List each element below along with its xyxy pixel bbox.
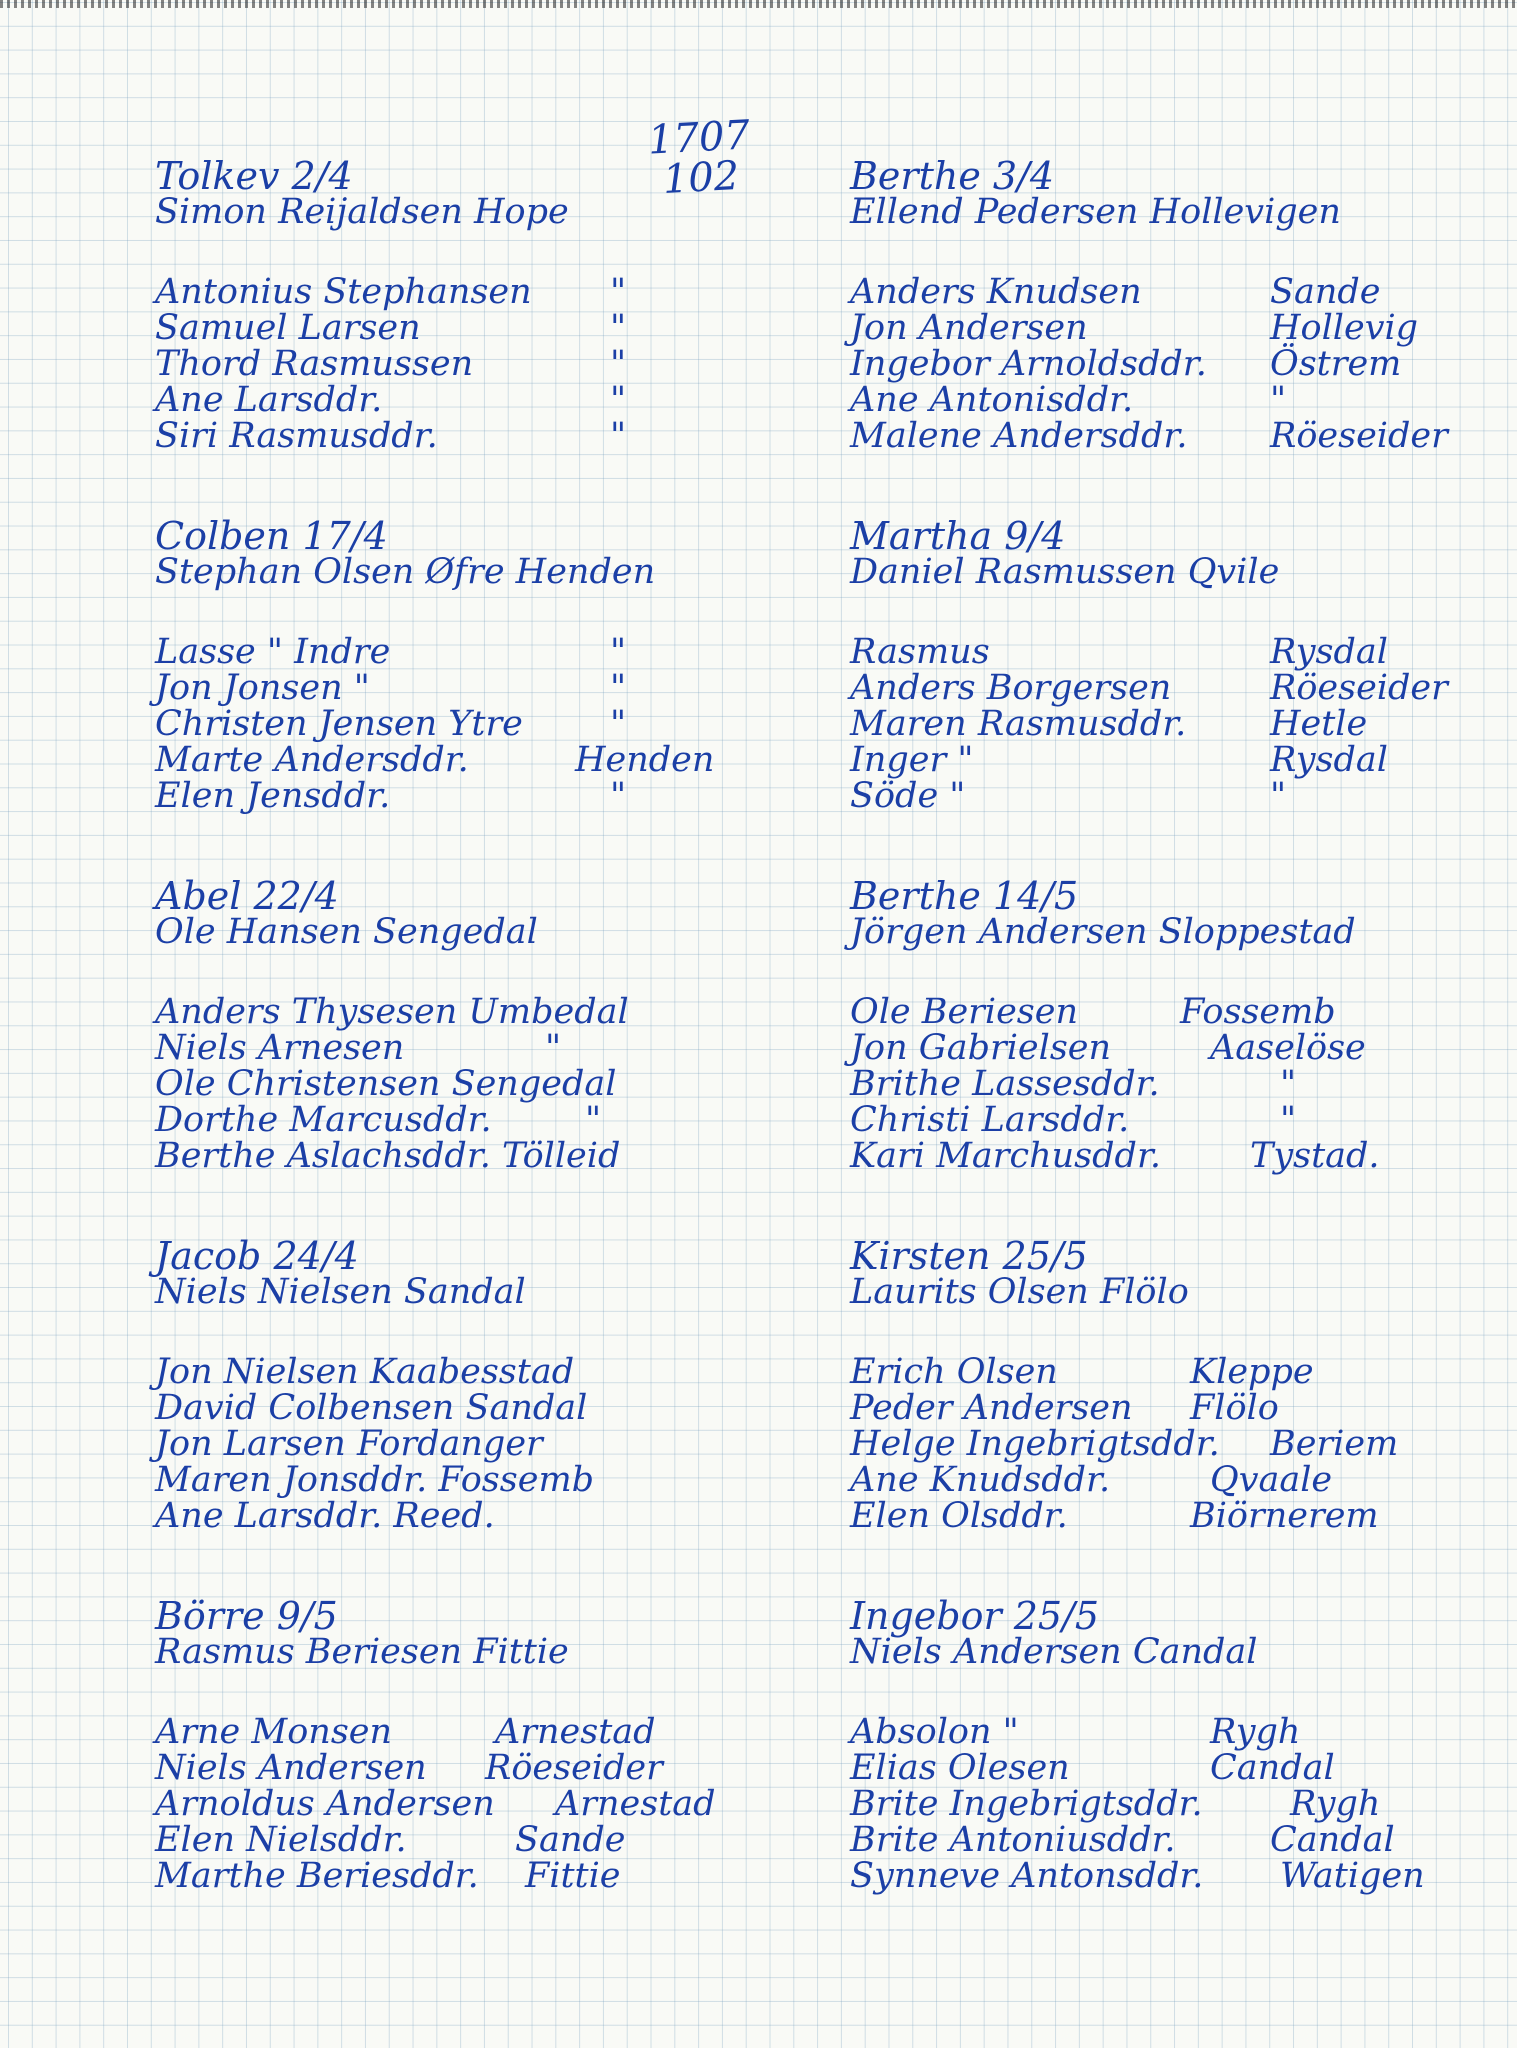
witness-name: Siri Rasmusddr. xyxy=(155,416,438,456)
witness-line xyxy=(850,346,1490,382)
witness-place: Beriem xyxy=(1270,1424,1399,1464)
witness-name: Peder Andersen xyxy=(850,1388,1133,1428)
witness-place: " xyxy=(610,344,627,384)
witness-line xyxy=(155,706,795,742)
witness-line xyxy=(850,1390,1490,1426)
baptism-entry-right-4 xyxy=(850,1234,1490,1536)
witness-line xyxy=(155,634,795,670)
baptism-entry-left-5 xyxy=(155,1594,795,1896)
witness-line xyxy=(850,1714,1490,1750)
witness-name: Dorthe Marcusddr. xyxy=(155,1100,492,1140)
witness-line xyxy=(850,1786,1490,1822)
child-name: Colben 17/4 xyxy=(155,514,388,558)
witness-line xyxy=(155,382,795,418)
witness-name: Ane Knudsddr. xyxy=(850,1460,1111,1500)
witness-line xyxy=(155,742,795,778)
witness-line xyxy=(155,310,795,346)
witness-place: " xyxy=(585,1100,602,1140)
witness-name: Ingebor Arnoldsddr. xyxy=(850,344,1207,384)
father-name: Rasmus Beriesen Fittie xyxy=(155,1632,569,1672)
witness-name: Berthe Aslachsddr. Tölleid xyxy=(155,1136,621,1176)
witness-place: " xyxy=(610,668,627,708)
witness-line xyxy=(155,1102,795,1138)
child-name: Abel 22/4 xyxy=(155,874,339,918)
witness-line xyxy=(155,1354,795,1390)
witness-line xyxy=(850,418,1490,454)
witness-name: Marte Andersddr. xyxy=(155,740,469,780)
father-name: Simon Reijaldsen Hope xyxy=(155,192,569,232)
witness-name: Christi Larsddr. xyxy=(850,1100,1130,1140)
witness-place: " xyxy=(610,380,627,420)
witness-place: Sande xyxy=(1270,272,1381,312)
baptism-entry-left-3 xyxy=(155,874,795,1176)
witness-name: Erich Olsen xyxy=(850,1352,1058,1392)
witness-line xyxy=(155,1066,795,1102)
father-name: Ole Hansen Sengedal xyxy=(155,912,538,952)
witness-line xyxy=(850,634,1490,670)
witness-name: Jon Andersen xyxy=(850,308,1088,348)
witness-line xyxy=(850,1750,1490,1786)
witness-place: " xyxy=(610,308,627,348)
witness-place: Candal xyxy=(1210,1748,1335,1788)
witness-name: Absolon " xyxy=(850,1712,1019,1752)
witness-line xyxy=(850,742,1490,778)
child-name: Ingebor 25/5 xyxy=(850,1594,1100,1638)
witness-name: Anders Borgersen xyxy=(850,668,1172,708)
witness-place: Qvaale xyxy=(1210,1460,1333,1500)
witness-name: Jon Nielsen Kaabesstad xyxy=(155,1352,575,1392)
witness-line xyxy=(155,994,795,1030)
witness-place: " xyxy=(545,1028,562,1068)
witness-place: Hollevig xyxy=(1270,308,1419,348)
witness-line xyxy=(155,1750,795,1786)
witness-name: Christen Jensen Ytre xyxy=(155,704,523,744)
witness-name: Synneve Antonsddr. xyxy=(850,1856,1204,1896)
witness-name: Rasmus xyxy=(850,632,990,672)
child-name: Börre 9/5 xyxy=(155,1594,338,1638)
witness-name: Samuel Larsen xyxy=(155,308,421,348)
witness-place: Hetle xyxy=(1270,704,1368,744)
witness-name: David Colbensen Sandal xyxy=(155,1388,588,1428)
witness-name: Antonius Stephansen xyxy=(155,272,532,312)
witness-name: Helge Ingebrigtsddr. xyxy=(850,1424,1220,1464)
witness-line xyxy=(850,1858,1490,1894)
witness-line xyxy=(155,1858,795,1894)
witness-line xyxy=(155,1714,795,1750)
witness-name: Elen Olsddr. xyxy=(850,1496,1068,1536)
witness-name: Anders Thysesen Umbedal xyxy=(155,992,629,1032)
witness-place: Rygh xyxy=(1210,1712,1301,1752)
baptism-entry-left-4 xyxy=(155,1234,795,1536)
witness-place: Rygh xyxy=(1290,1784,1381,1824)
witness-name: Jon Jonsen " xyxy=(155,668,370,708)
baptism-entry-right-3 xyxy=(850,874,1490,1176)
witness-place: Candal xyxy=(1270,1820,1395,1860)
child-name: Berthe 3/4 xyxy=(850,154,1055,198)
witness-name: Elen Nielsddr. xyxy=(155,1820,407,1860)
witness-name: Anders Knudsen xyxy=(850,272,1142,312)
baptism-entry-right-5 xyxy=(850,1594,1490,1896)
witness-line xyxy=(155,274,795,310)
witness-place: Henden xyxy=(575,740,715,780)
witness-name: Marthe Beriesddr. xyxy=(155,1856,479,1896)
witness-name: Söde " xyxy=(850,776,966,816)
father-name: Laurits Olsen Flölo xyxy=(850,1272,1189,1312)
baptism-entry-right-2 xyxy=(850,514,1490,816)
witness-name: Elen Jensddr. xyxy=(155,776,391,816)
witness-name: Thord Rasmussen xyxy=(155,344,474,384)
witness-line xyxy=(850,994,1490,1030)
witness-place: " xyxy=(1270,380,1287,420)
witness-line xyxy=(850,1102,1490,1138)
witness-line xyxy=(155,1426,795,1462)
witness-place: " xyxy=(610,272,627,312)
witness-name: Ole Christensen Sengedal xyxy=(155,1064,617,1104)
witness-place: Fossemb xyxy=(1180,992,1336,1032)
witness-place: " xyxy=(610,632,627,672)
witness-line xyxy=(155,1462,795,1498)
witness-name: Arne Monsen xyxy=(155,1712,393,1752)
witness-place: Fittie xyxy=(525,1856,621,1896)
child-name: Martha 9/4 xyxy=(850,514,1066,558)
father-name: Niels Nielsen Sandal xyxy=(155,1272,526,1312)
child-name: Berthe 14/5 xyxy=(850,874,1079,918)
witness-line xyxy=(850,382,1490,418)
witness-line xyxy=(155,346,795,382)
witness-line xyxy=(850,778,1490,814)
witness-name: Elias Olesen xyxy=(850,1748,1070,1788)
witness-line xyxy=(850,1462,1490,1498)
witness-name: Niels Arnesen xyxy=(155,1028,405,1068)
witness-name: Jon Gabrielsen xyxy=(850,1028,1112,1068)
witness-name: Maren Rasmusddr. xyxy=(850,704,1187,744)
witness-name: Maren Jonsddr. Fossemb xyxy=(155,1460,595,1500)
page-ref-year: 1707 xyxy=(646,112,751,164)
witness-line xyxy=(850,1030,1490,1066)
witness-place: Watigen xyxy=(1280,1856,1425,1896)
witness-line xyxy=(155,778,795,814)
witness-line xyxy=(155,1390,795,1426)
baptism-entry-left-1 xyxy=(155,154,795,456)
father-name: Niels Andersen Candal xyxy=(850,1632,1258,1672)
witness-name: Brite Antoniusddr. xyxy=(850,1820,1176,1860)
witness-place: " xyxy=(610,776,627,816)
witness-place: Biörnerem xyxy=(1190,1496,1379,1536)
witness-place: Arnestad xyxy=(555,1784,716,1824)
witness-line xyxy=(155,1786,795,1822)
witness-place: Röeseider xyxy=(485,1748,663,1788)
witness-name: Kari Marchusddr. xyxy=(850,1136,1161,1176)
page-ref-number: 102 xyxy=(661,153,741,203)
father-name: Stephan Olsen Øfre Henden xyxy=(155,552,656,592)
child-name: Kirsten 25/5 xyxy=(850,1234,1088,1278)
witness-place: Flölo xyxy=(1190,1388,1279,1428)
witness-name: Jon Larsen Fordanger xyxy=(155,1424,543,1464)
witness-line xyxy=(155,1822,795,1858)
witness-name: Ane Antonisddr. xyxy=(850,380,1134,420)
witness-place: " xyxy=(1270,776,1287,816)
witness-place: Östrem xyxy=(1270,344,1402,384)
witness-name: Ane Larsddr. Reed. xyxy=(155,1496,495,1536)
witness-line xyxy=(850,670,1490,706)
witness-line xyxy=(850,1066,1490,1102)
page-top-edge xyxy=(0,0,1517,8)
child-name: Tolkev 2/4 xyxy=(155,154,353,198)
witness-place: Arnestad xyxy=(495,1712,656,1752)
witness-place: Röeseider xyxy=(1270,416,1448,456)
witness-name: Lasse " Indre xyxy=(155,632,391,672)
witness-line xyxy=(850,1498,1490,1534)
baptism-entry-left-2 xyxy=(155,514,795,816)
witness-place: Tystad. xyxy=(1250,1136,1380,1176)
witness-line xyxy=(850,1426,1490,1462)
witness-place: " xyxy=(610,704,627,744)
father-name: Daniel Rasmussen Qvile xyxy=(850,552,1280,592)
witness-name: Brithe Lassesddr. xyxy=(850,1064,1160,1104)
witness-name: Brite Ingebrigtsddr. xyxy=(850,1784,1203,1824)
witness-place: " xyxy=(610,416,627,456)
witness-place: Aaselöse xyxy=(1210,1028,1366,1068)
child-name: Jacob 24/4 xyxy=(155,1234,359,1278)
witness-name: Arnoldus Andersen xyxy=(155,1784,495,1824)
baptism-entry-right-1 xyxy=(850,154,1490,456)
witness-place: " xyxy=(1280,1100,1297,1140)
father-name: Ellend Pedersen Hollevigen xyxy=(850,192,1341,232)
witness-place: Kleppe xyxy=(1190,1352,1314,1392)
witness-place: Sande xyxy=(515,1820,626,1860)
witness-line xyxy=(155,1498,795,1534)
witness-line xyxy=(850,274,1490,310)
witness-line xyxy=(155,670,795,706)
witness-line xyxy=(850,310,1490,346)
witness-name: Ane Larsddr. xyxy=(155,380,383,420)
witness-name: Malene Andersddr. xyxy=(850,416,1188,456)
father-name: Jörgen Andersen Sloppestad xyxy=(850,912,1356,952)
witness-line xyxy=(850,1138,1490,1174)
witness-place: Rysdal xyxy=(1270,740,1388,780)
witness-line xyxy=(850,1822,1490,1858)
witness-line xyxy=(850,1354,1490,1390)
witness-name: Niels Andersen xyxy=(155,1748,427,1788)
witness-place: Rysdal xyxy=(1270,632,1388,672)
witness-place: Röeseider xyxy=(1270,668,1448,708)
witness-name: Ole Beriesen xyxy=(850,992,1079,1032)
witness-name: Inger " xyxy=(850,740,974,780)
witness-line xyxy=(155,1138,795,1174)
witness-line xyxy=(850,706,1490,742)
witness-line xyxy=(155,418,795,454)
witness-line xyxy=(155,1030,795,1066)
witness-place: " xyxy=(1280,1064,1297,1104)
